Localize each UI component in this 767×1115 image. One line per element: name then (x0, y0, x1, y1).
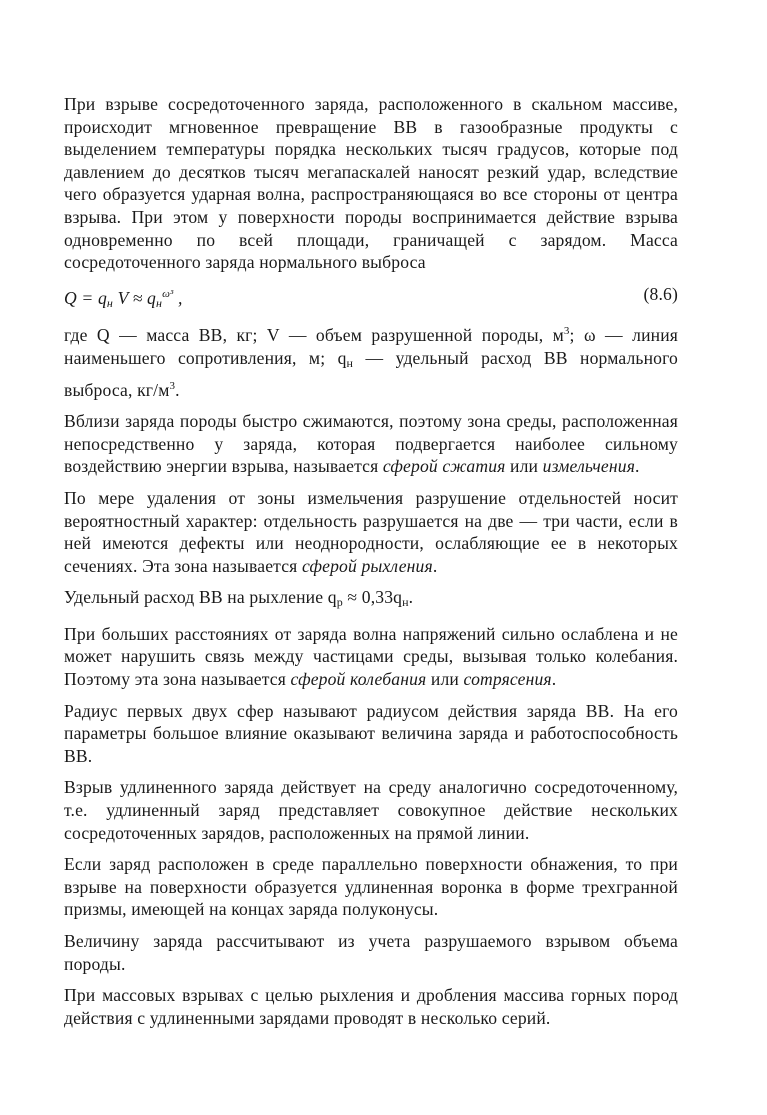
paragraph-oscillation-sphere: При больших расстояниях от заряда волна напряжений сильно ослаблена и не может нарушить связь между частицами среды, вызывая только колебания. Поэтому эта зона называется сферой колебания или сотрясения. (64, 623, 678, 690)
formula-number: (8.6) (643, 283, 678, 304)
paragraph-loosening-sphere: По мере удаления от зоны измельчения разрушение отдельностей носит вероятностный характер: отдельность разрушается на две — три части, если в ней имеются дефекты или неоднородности, ослабляющие ее в некоторых сечениях. Эта зона называется сферой рыхления. (64, 487, 678, 576)
formula-expression: $Q = q_н$ $V \approx q_н^{\omega^3}$ , (64, 287, 183, 310)
paragraph-intro: При взрыве сосредоточенного заряда, расположенного в скальном массиве, происходит мгновенное превращение ВВ в газообразные продукты с выделением температуры порядка нескольких тысяч градусов, которые под давлением до десятков тысяч мегапаскалей наносят резкий удар, вследствие чего образуется ударная волна, распространяющаяся во все стороны от центра взрыва. При этом у поверхности породы воспринимается действие взрыва одновременно по всей площади, граничащей с зарядом. Масса сосредоточенного заряда нормального выброса (64, 94, 678, 273)
paragraph-where: где Q — масса ВВ, кг; V — объем разрушенной породы, $м^3$; ω — линия наименьшего сопротивления, м; $q_н$ — удельный расход ВВ нормального выброса, $кг/м^3$. (64, 325, 679, 400)
paragraph-compression-sphere: Вблизи заряда породы быстро сжимаются, поэтому зона среды, расположенная непосредственно у заряда, которая подвергается наиболее сильному воздействию энергии взрыва, называется сферой сжатия или измельчения. (64, 411, 678, 477)
paragraph-parallel-charge: Если заряд расположен в среде параллельно поверхности обнажения, то при взрыве на поверхности образуется удлиненная воронка в форме трехгранной призмы, имеющей на концах заряда полуконусы. (64, 854, 678, 920)
paragraph-radius: Радиус первых двух сфер называют радиусом действия заряда ВВ. На его параметры большое влияние оказывают величина заряда и работоспособность ВВ. (64, 700, 678, 766)
paragraph-specific-consumption: Удельный расход ВВ на рыхление $q_р \approx 0,33q_н$. (64, 587, 414, 610)
paragraph-charge-calculation: Величину заряда рассчитывают из учета разрушаемого взрывом объема породы. (64, 931, 678, 974)
paragraph-elongated-charge: Взрыв удлиненного заряда действует на среду аналогично сосредоточенному, т.е. удлиненный заряд представляет совокупное действие нескольких сосредоточенных зарядов, расположенных на прямой линии. (64, 777, 678, 843)
paragraph-mass-blasting: При массовых взрывах с целью рыхления и дробления массива горных пород действия с удлиненными зарядами проводят в несколько серий. (64, 985, 678, 1028)
body-text (64, 93, 678, 1038)
formula-8-6 (64, 283, 678, 315)
